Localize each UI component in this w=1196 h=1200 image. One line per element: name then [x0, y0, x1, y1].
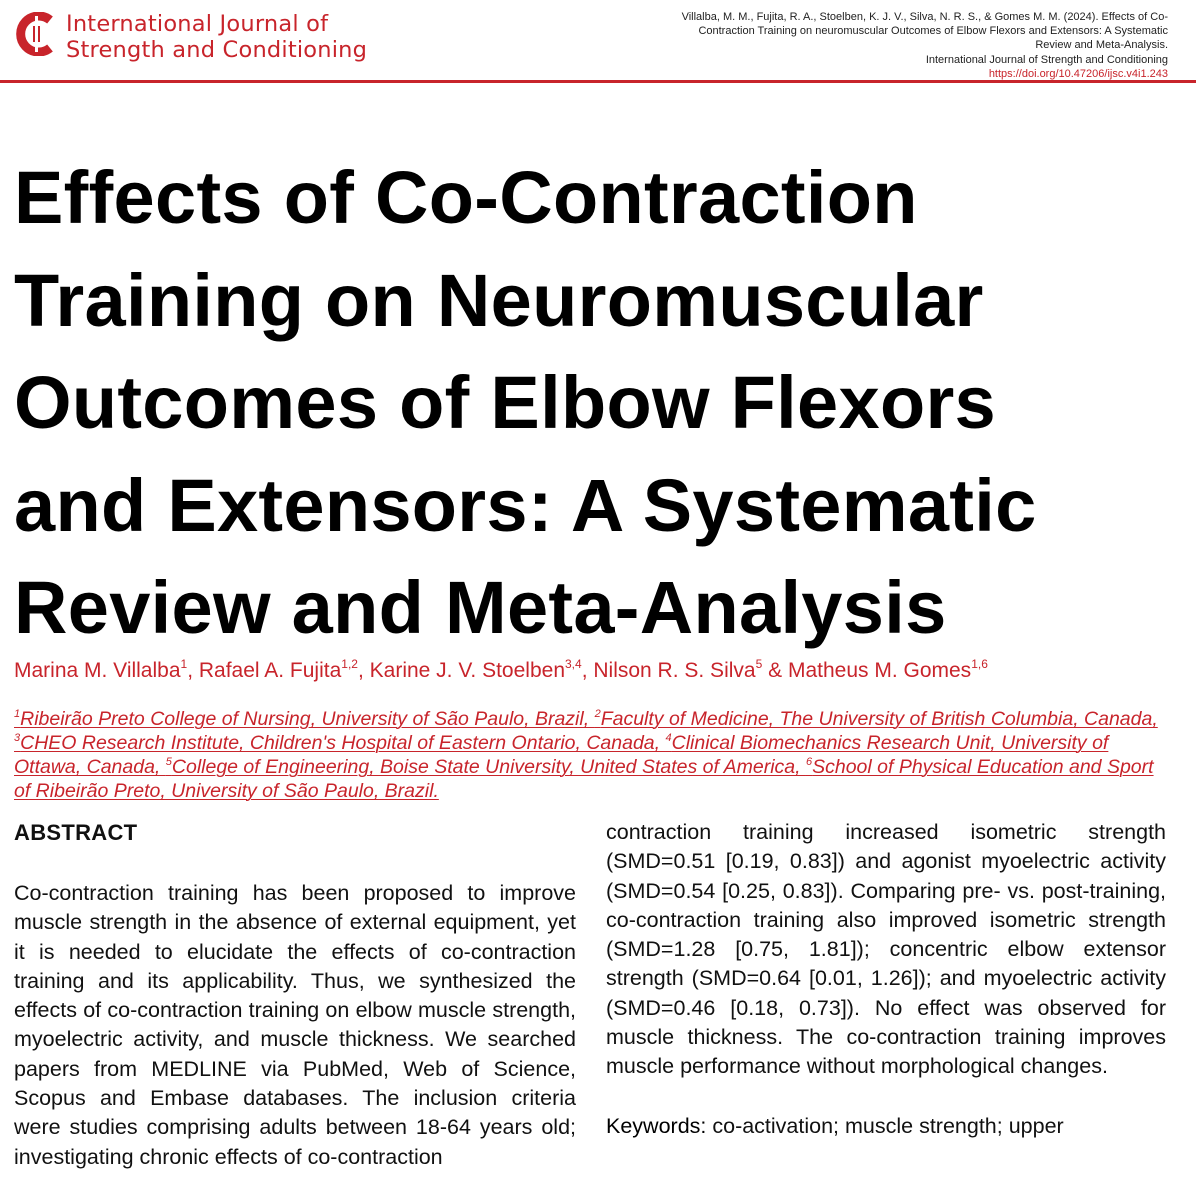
abstract-heading: ABSTRACT — [14, 820, 138, 845]
abstract-left-column — [14, 818, 576, 1172]
author-name: Karine J. V. Stoelben — [369, 659, 565, 682]
affiliation-text: School of Physical Education and Sport of Ribeirão Preto, University of São Paulo, Brazil. — [14, 756, 1154, 802]
article-title — [14, 147, 1184, 660]
author-affiliation-mark: 3,4 — [565, 657, 582, 671]
journal-name-line1: International Journal of — [66, 11, 329, 37]
ijsc-logo-icon — [14, 12, 58, 61]
affiliation-number: 5 — [165, 756, 172, 768]
journal-name-line2: Strength and Conditioning — [66, 37, 368, 63]
abstract-right-column — [606, 818, 1166, 1141]
author-separator: , — [357, 659, 370, 682]
journal-name — [66, 11, 367, 63]
author-separator: , — [187, 659, 199, 682]
header-divider — [0, 80, 1196, 83]
abstract-text-left: Co-contraction training has been proposed to improve muscle strength in the absence of external equipment, yet it is needed to elucidate the effects of co-contraction training and its applicability. Thus, we synthesized the effects of co-contraction training on elbow muscle strength, myoelectric activity, and muscle thickness. We searched papers from MEDLINE via PubMed, Web of Science, Scopus and Embase databases. The inclusion criteria were studies comprising adults between 18-64 years old; investigating chronic effects of co-contraction — [14, 881, 576, 1169]
author-name: Matheus M. Gomes — [787, 659, 972, 682]
author-affiliation-mark: 1,2 — [341, 657, 358, 671]
citation-line4: International Journal of Strength and Conditioning — [925, 53, 1168, 66]
affiliation-text: CHEO Research Institute, Children's Hospital of Eastern Ontario, Canada, — [20, 732, 666, 754]
author-separator: & — [762, 659, 788, 682]
affiliation-number: 4 — [665, 732, 672, 744]
keywords-text: co-activation; muscle strength; upper — [712, 1113, 1064, 1138]
citation-block — [608, 10, 1168, 81]
affiliation-text: College of Engineering, Boise State University, United States of America, — [171, 756, 806, 778]
affiliation-number: 3 — [14, 732, 21, 744]
affiliation-number: 6 — [805, 756, 813, 768]
affiliation-number: 2 — [594, 708, 601, 720]
journal-header — [0, 0, 1196, 80]
title-line: Review and Meta-Analysis — [14, 566, 947, 649]
title-line: and Extensors: A Systematic — [14, 463, 1037, 547]
author-name: Nilson R. S. Silva — [593, 659, 756, 682]
abstract-text-right: contraction training increased isometric strength (SMD=0.51 [0.19, 0.83]) and agonist myoelectric activity (SMD=0.54 [0.25, 0.83]). Comparing pre- vs. post-training, co-contraction training also improved isometric strength (SMD=1.28 [0.75, 1.81]); concentric elbow extensor strength (SMD=0.64 [0.01, 1.26]); and myoelectric activity (SMD=0.46 [0.18, 0.73]). No effect was observed for muscle thickness. The co-contraction training improves muscle performance without morphological changes. — [606, 820, 1166, 1079]
affiliation-text: Ribeirão Preto College of Nursing, University of São Paulo, Brazil, — [20, 708, 595, 730]
citation-line3: Review and Meta-Analysis. — [1035, 39, 1168, 52]
author-name: Rafael A. Fujita — [198, 659, 342, 682]
affiliation-text: Faculty of Medicine, The University of British Columbia, Canada, — [600, 708, 1158, 730]
keywords — [606, 1112, 1166, 1141]
author-list — [14, 656, 1184, 686]
title-line: Effects of Co-Contraction — [14, 156, 918, 239]
citation-line2: Contraction Training on neuromuscular Outcomes of Elbow Flexors and Extensors: A Systematic — [698, 25, 1168, 38]
affiliation-list — [14, 707, 1164, 803]
author-affiliation-mark: 1 — [180, 657, 188, 671]
title-line: Outcomes of Elbow Flexors — [14, 361, 997, 444]
author-name: Marina M. Villalba — [14, 659, 181, 682]
author-separator: , — [581, 659, 594, 682]
keywords-label: Keywords: — [606, 1113, 707, 1138]
affiliation-number: 1 — [14, 708, 21, 720]
affiliation-text: Clinical Biomechanics Research Unit, University of Ottawa, Canada, — [14, 732, 1109, 778]
doi-link[interactable]: https://doi.org/10.47206/ijsc.v4i1.243 — [988, 67, 1168, 80]
title-line: Training on Neuromuscular — [14, 258, 984, 342]
citation-line1: Villalba, M. M., Fujita, R. A., Stoelben, K. J. V., Silva, N. R. S., & Gomes M. M. (2024). Effects of Co- — [681, 11, 1168, 23]
author-affiliation-mark: 1,6 — [971, 657, 988, 671]
author-affiliation-mark: 5 — [755, 657, 763, 671]
